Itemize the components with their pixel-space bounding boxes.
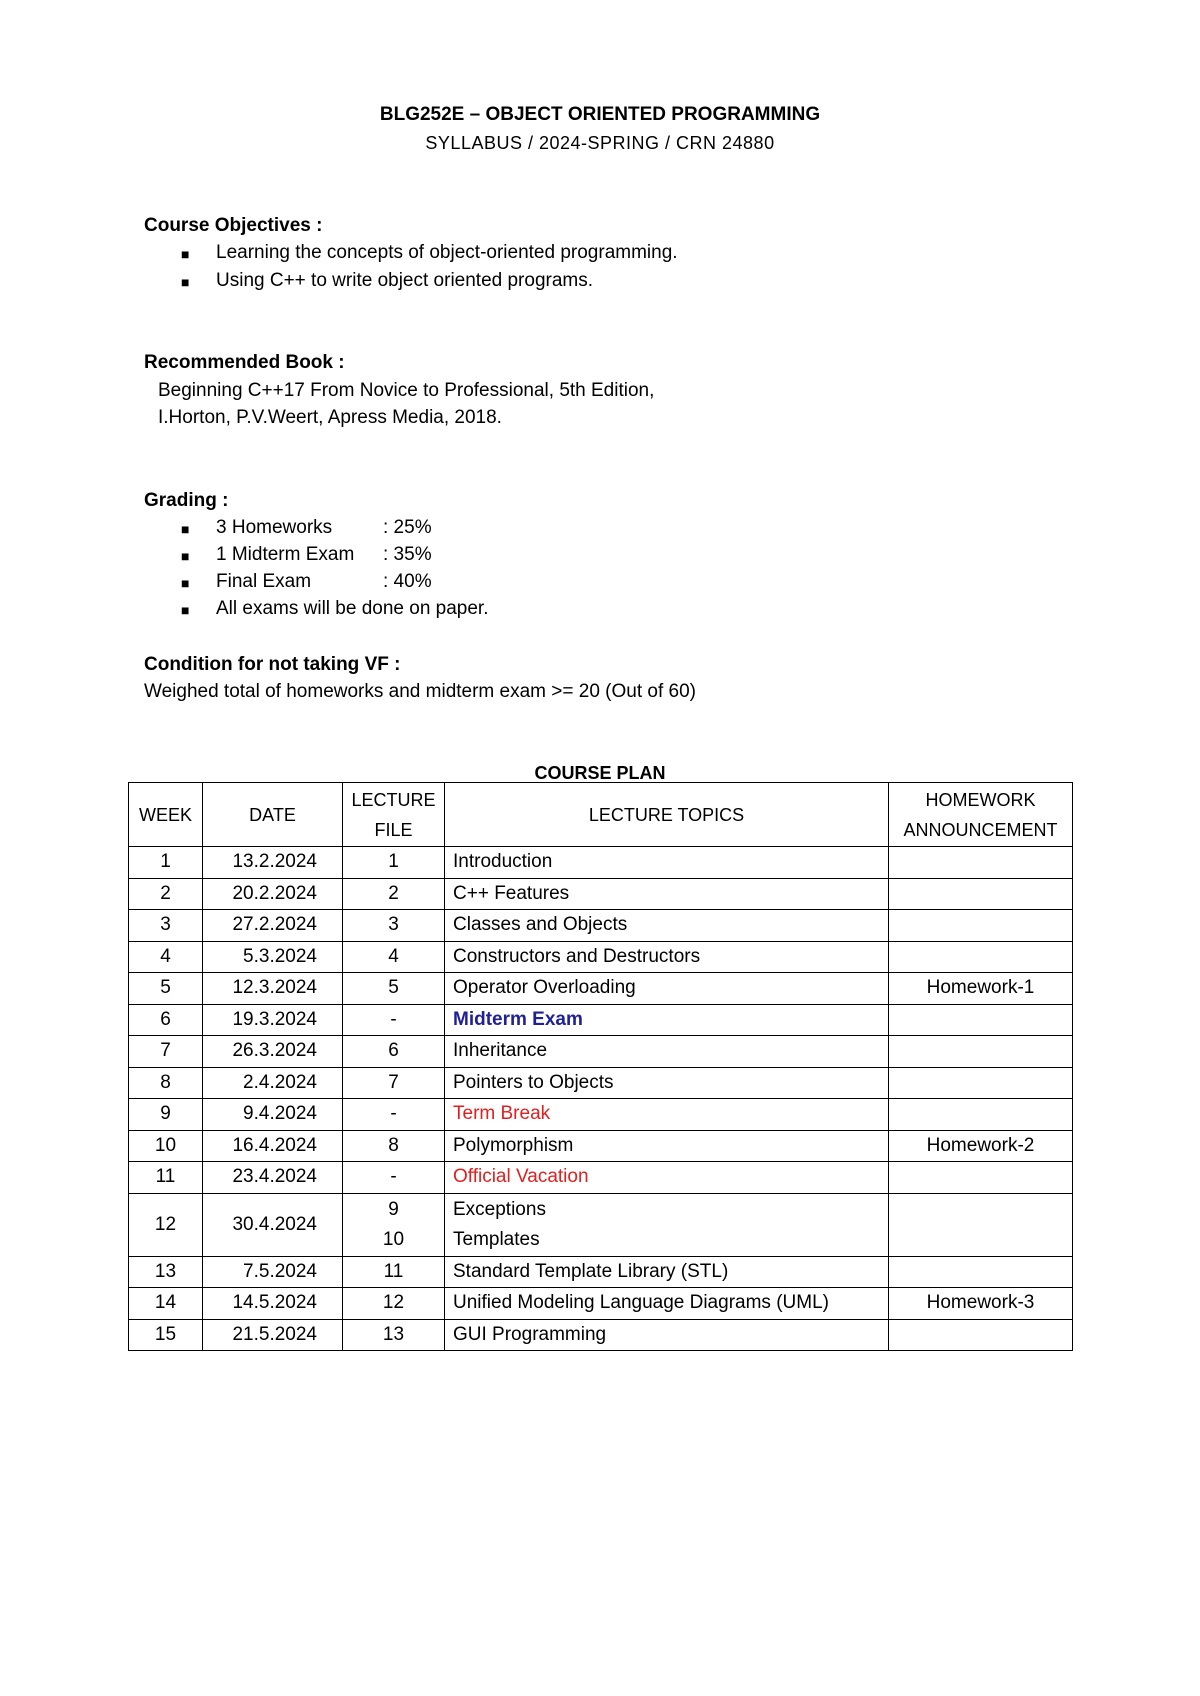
date-cell: 12.3.2024 <box>203 973 343 1005</box>
week-cell: 2 <box>129 878 203 910</box>
topic-cell-term-break: Term Break <box>445 1099 889 1131</box>
date-cell: 30.4.2024 <box>203 1193 343 1256</box>
bullet-icon: ■ <box>181 521 190 537</box>
topic-cell: Exceptions Templates <box>445 1193 889 1256</box>
file-cell: 1 <box>343 847 445 879</box>
topic-cell: Standard Template Library (STL) <box>445 1256 889 1288</box>
homework-cell <box>889 1067 1073 1099</box>
week-cell: 13 <box>129 1256 203 1288</box>
topic-cell: Unified Modeling Language Diagrams (UML) <box>445 1288 889 1320</box>
homework-cell <box>889 910 1073 942</box>
date-cell: 16.4.2024 <box>203 1130 343 1162</box>
file-cell: 3 <box>343 910 445 942</box>
file-cell: 9 10 <box>343 1193 445 1256</box>
topic-cell: Pointers to Objects <box>445 1067 889 1099</box>
date-cell: 19.3.2024 <box>203 1004 343 1036</box>
date-cell: 26.3.2024 <box>203 1036 343 1068</box>
grading-item-value: : 35% <box>383 544 432 565</box>
grading-item-value: : 25% <box>383 517 432 538</box>
week-cell: 1 <box>129 847 203 879</box>
week-cell: 5 <box>129 973 203 1005</box>
table-row <box>129 1099 1073 1131</box>
topic-cell: Inheritance <box>445 1036 889 1068</box>
document-subtitle: SYLLABUS / 2024-SPRING / CRN 24880 <box>425 133 775 153</box>
file-cell: 13 <box>343 1319 445 1351</box>
week-cell: 10 <box>129 1130 203 1162</box>
topic-cell: C++ Features <box>445 878 889 910</box>
grading-item-label: Final Exam <box>216 571 312 592</box>
date-cell: 27.2.2024 <box>203 910 343 942</box>
date-cell: 23.4.2024 <box>203 1162 343 1194</box>
homework-cell <box>889 1036 1073 1068</box>
week-cell: 15 <box>129 1319 203 1351</box>
table-header-row <box>129 783 1073 847</box>
table-row <box>129 1288 1073 1320</box>
header-homework: HOMEWORK ANNOUNCEMENT <box>889 783 1073 847</box>
week-cell: 14 <box>129 1288 203 1320</box>
week-cell: 9 <box>129 1099 203 1131</box>
objective-item: Learning the concepts of object-oriented programming. <box>216 242 678 263</box>
week-cell: 12 <box>129 1193 203 1256</box>
grading-note: All exams will be done on paper. <box>216 598 489 619</box>
date-cell: 7.5.2024 <box>203 1256 343 1288</box>
table-row <box>129 1162 1073 1194</box>
homework-cell <box>889 941 1073 973</box>
table-row <box>129 1256 1073 1288</box>
bullet-icon: ■ <box>181 548 190 564</box>
file-cell: - <box>343 1099 445 1131</box>
homework-cell: Homework-2 <box>889 1130 1073 1162</box>
topic-cell: GUI Programming <box>445 1319 889 1351</box>
header-lecture-topics: LECTURE TOPICS <box>445 783 889 847</box>
topic-cell: Introduction <box>445 847 889 879</box>
table-row <box>129 1319 1073 1351</box>
week-cell: 11 <box>129 1162 203 1194</box>
table-row <box>129 847 1073 879</box>
grading-item-label: 3 Homeworks <box>216 517 333 538</box>
homework-cell <box>889 1193 1073 1256</box>
homework-cell <box>889 1162 1073 1194</box>
header-week: WEEK <box>129 783 203 847</box>
table-row <box>129 1004 1073 1036</box>
file-cell: 11 <box>343 1256 445 1288</box>
bullet-icon: ■ <box>181 575 190 591</box>
date-cell: 5.3.2024 <box>203 941 343 973</box>
table-row <box>129 1067 1073 1099</box>
book-heading: Recommended Book : <box>144 352 345 373</box>
table-row <box>129 1193 1073 1256</box>
topic-cell: Operator Overloading <box>445 973 889 1005</box>
file-cell: 8 <box>343 1130 445 1162</box>
week-cell: 7 <box>129 1036 203 1068</box>
date-cell: 20.2.2024 <box>203 878 343 910</box>
bullet-icon: ■ <box>181 602 190 618</box>
table-row <box>129 973 1073 1005</box>
table-row <box>129 1130 1073 1162</box>
homework-cell <box>889 878 1073 910</box>
file-cell: 12 <box>343 1288 445 1320</box>
course-plan-title: COURSE PLAN <box>534 763 666 783</box>
book-line-2: I.Horton, P.V.Weert, Apress Media, 2018. <box>158 407 502 428</box>
date-cell: 13.2.2024 <box>203 847 343 879</box>
file-cell: - <box>343 1162 445 1194</box>
week-cell: 4 <box>129 941 203 973</box>
table-row <box>129 910 1073 942</box>
book-line-1: Beginning C++17 From Novice to Professional, 5th Edition, <box>158 380 655 401</box>
homework-cell <box>889 1256 1073 1288</box>
homework-cell: Homework-3 <box>889 1288 1073 1320</box>
homework-cell <box>889 1319 1073 1351</box>
date-cell: 14.5.2024 <box>203 1288 343 1320</box>
week-cell: 6 <box>129 1004 203 1036</box>
topic-cell: Constructors and Destructors <box>445 941 889 973</box>
objectives-heading: Course Objectives : <box>144 215 323 236</box>
topic-cell-midterm: Midterm Exam <box>445 1004 889 1036</box>
grading-item-value: : 40% <box>383 571 432 592</box>
objective-item: Using C++ to write object oriented programs. <box>216 270 594 291</box>
file-cell: 5 <box>343 973 445 1005</box>
date-cell: 21.5.2024 <box>203 1319 343 1351</box>
header-date: DATE <box>203 783 343 847</box>
bullet-icon: ■ <box>181 274 190 290</box>
file-cell: 7 <box>343 1067 445 1099</box>
document-title: BLG252E – OBJECT ORIENTED PROGRAMMING <box>379 104 821 125</box>
table-row <box>129 878 1073 910</box>
table-row <box>129 941 1073 973</box>
file-cell: 2 <box>343 878 445 910</box>
condition-text: Weighed total of homeworks and midterm exam >= 20 (Out of 60) <box>144 681 696 702</box>
file-cell: 6 <box>343 1036 445 1068</box>
bullet-icon: ■ <box>181 246 190 262</box>
date-cell: 9.4.2024 <box>203 1099 343 1131</box>
condition-heading: Condition for not taking VF : <box>144 654 401 675</box>
topic-cell: Classes and Objects <box>445 910 889 942</box>
file-cell: 4 <box>343 941 445 973</box>
grading-item-label: 1 Midterm Exam <box>216 544 355 565</box>
course-plan-table <box>128 782 1073 1351</box>
topic-cell: Polymorphism <box>445 1130 889 1162</box>
grading-heading: Grading : <box>144 490 229 511</box>
week-cell: 8 <box>129 1067 203 1099</box>
homework-cell <box>889 847 1073 879</box>
homework-cell <box>889 1004 1073 1036</box>
topic-cell-official-vacation: Official Vacation <box>445 1162 889 1194</box>
header-lecture-file: LECTURE FILE <box>343 783 445 847</box>
file-cell: - <box>343 1004 445 1036</box>
homework-cell <box>889 1099 1073 1131</box>
week-cell: 3 <box>129 910 203 942</box>
table-row <box>129 1036 1073 1068</box>
homework-cell: Homework-1 <box>889 973 1073 1005</box>
date-cell: 2.4.2024 <box>203 1067 343 1099</box>
